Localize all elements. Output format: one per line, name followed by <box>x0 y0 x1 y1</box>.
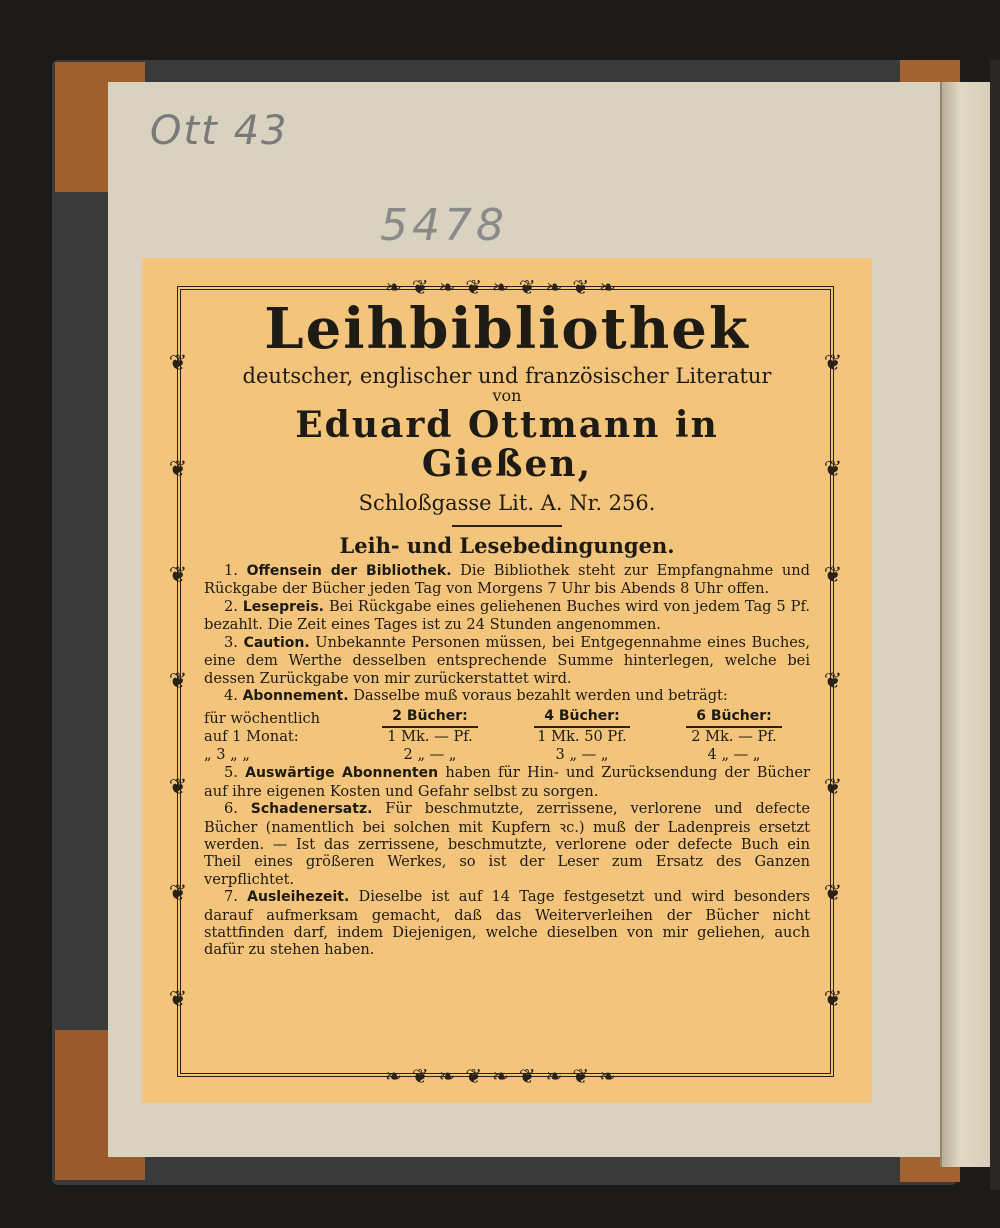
price-header: 2 Bücher: <box>382 707 478 728</box>
price-header-row <box>204 707 810 728</box>
spine-shadow <box>990 60 1000 1190</box>
term-item: 2. Lesepreis. Bei Rückgabe eines geliehenen Buches wird von jedem Tag 5 Pf. bezahlt. Die Zeit eines Tages ist zu 24 Stunden angenommen. <box>204 597 810 634</box>
ornament-left: ❦ ❦ ❦ ❦ ❦ ❦ ❦ <box>168 350 188 1013</box>
term-item: 5. Auswärtige Abonnenten haben für Hin- und Zurücksendung der Bücher auf ihre eigenen Kosten und Gefahr selbst zu sorgen. <box>204 764 811 800</box>
terms-list <box>204 562 810 959</box>
term-item: 4. Abonnement. Dasselbe muß voraus bezahlt werden und beträgt: <box>224 686 728 704</box>
price-row <box>204 746 810 764</box>
price-cell: 3 „ — „ <box>555 746 609 764</box>
divider <box>452 525 562 527</box>
price-row-label: „ 3 „ „ <box>204 746 250 764</box>
book-spine-page-edge <box>940 82 994 1167</box>
ornament-right: ❦ ❦ ❦ ❦ ❦ ❦ ❦ <box>823 350 843 1013</box>
label-owner: Eduard Ottmann in Gießen, <box>295 403 719 486</box>
label-address: Schloßgasse Lit. A. Nr. 256. <box>358 491 656 516</box>
inventory-number-pencil: 5478 <box>380 200 508 251</box>
price-row <box>204 728 810 746</box>
term-item: 6. Schadenersatz. Für beschmutzte, zerrissene, verlorene und defecte Bücher (namentlich bei solchen mit Kupfern ꝛc.) muß der Ladenpreis ersetzt werden. — Ist das zerrissene, beschmutzte, verlorene oder defecte Buch ein Theil eines größeren Werkes, so ist der Leser zum Ersatz des Ganzen verpflichtet. <box>204 800 811 888</box>
term-item: 3. Caution. Unbekannte Personen müssen, bei Entgegennahme eines Buches, eine dem Werthe desselben entsprechende Summe hinterlegen, welche bei dessen Zurückgabe von mir zurückerstattet wird. <box>204 633 811 687</box>
price-cell: 2 „ — „ <box>403 746 457 764</box>
price-row-label-header: für wöchentlich <box>204 710 321 728</box>
ornament-top: ❧❦❧❦❧❦❧❦❧ <box>385 275 626 299</box>
label-subtitle: deutscher, englischer und französischer Literatur <box>242 363 772 388</box>
shelfmark-pencil: Ott 43 <box>150 108 289 154</box>
library-label <box>142 258 872 1103</box>
price-cell: 1 Mk. — Pf. <box>387 728 473 746</box>
ornament-bottom: ❧❦❧❦❧❦❧❦❧ <box>385 1064 626 1088</box>
price-cell: 1 Mk. 50 Pf. <box>537 728 627 746</box>
term-item: 7. Ausleihezeit. Dieselbe ist auf 14 Tage festgesetzt und wird besonders darauf aufmerksam gemacht, daß das Weiterverleihen der Bücher nicht stattfinden darf, indem Diejenigen, welche dieselben von mir geliehen, auch dafür zu stehen haben. <box>204 888 811 959</box>
price-header: 4 Bücher: <box>534 707 630 728</box>
label-von: von <box>492 385 522 405</box>
subscription-price-table <box>204 707 810 764</box>
price-row-label: auf 1 Monat: <box>204 728 299 746</box>
price-cell: 2 Mk. — Pf. <box>691 728 777 746</box>
label-content <box>204 296 811 959</box>
term-item: 1. Offensein der Bibliothek. Die Bibliothek steht zur Empfangnahme und Rückgabe der Bücher jeden Tag von Morgens 7 Uhr bis Abends 8 Uhr offen. <box>204 562 811 598</box>
price-cell: 4 „ — „ <box>707 746 761 764</box>
conditions-title: Leih- und Lesebedingungen. <box>339 533 675 559</box>
price-header: 6 Bücher: <box>686 707 782 728</box>
label-title: Leihbibliothek <box>264 296 750 362</box>
